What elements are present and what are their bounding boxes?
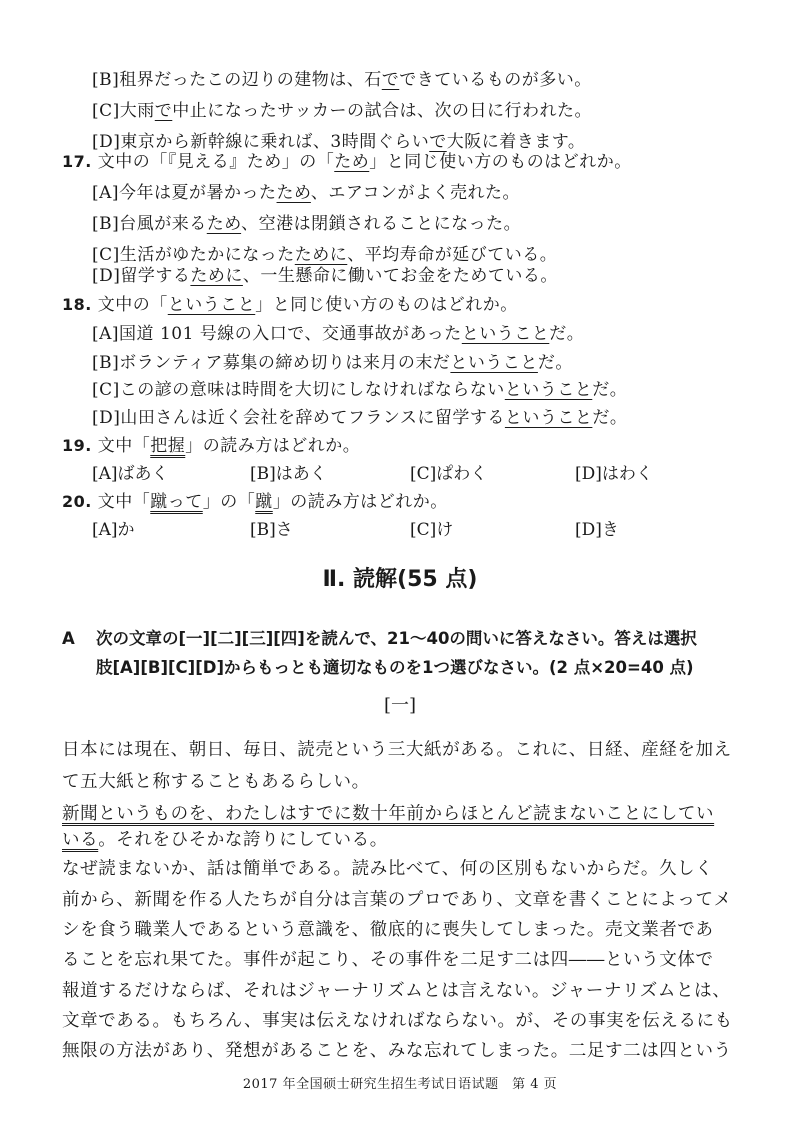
q19-choice-c: [C]ぱわく — [410, 464, 488, 484]
underlined-text: で — [154, 101, 173, 121]
q16-option-c — [92, 99, 592, 123]
passage-line: て五大紙と称することもあるらしい。 — [62, 772, 370, 792]
page-footer: 2017 年全国硕士研究生招生考试日语试题 第 4 页 — [242, 1077, 558, 1092]
q18-option-a — [92, 322, 584, 346]
text: 、一生懸命に働いてお金をためている。 — [242, 266, 558, 286]
q17-option-b — [92, 212, 521, 236]
text: 、平均寿命が延びている。 — [347, 245, 558, 265]
text: だ。 — [537, 353, 573, 373]
q17-option-d — [92, 264, 558, 288]
text: 。それをひそかな誇りにしている。 — [98, 830, 388, 850]
q19-stem — [62, 434, 360, 458]
text: 、空港は閉鎖されることになった。 — [241, 214, 522, 234]
underlined-text: 蹴 — [255, 492, 273, 512]
passage-line: 文章である。もちろん、事実は伝えなければならない。が、その事実を伝えるにも — [62, 1011, 733, 1031]
q20-choice-c: [C]け — [410, 520, 454, 540]
text: [D]留学する — [92, 266, 191, 286]
q19-choice-d: [D]はわく — [575, 464, 653, 484]
section-title: Ⅱ. 読解(55 点) — [322, 567, 478, 592]
text: 文中の「『見える』ため」の「 — [97, 152, 335, 172]
passage-line: 日本には現在、朝日、毎日、読売という三大紙がある。これに、日経、産経を加え — [62, 740, 732, 760]
text: [D]東京から新幹線に乗れば、3時間ぐらい — [92, 132, 430, 152]
q18-option-d — [92, 406, 627, 430]
passage-line: ることを忘れ果てた。事件が起こり、その事件を二足す二は四――という文体で — [62, 950, 714, 970]
underlined-text: ということ — [450, 353, 538, 373]
subsection-heading: [一] — [383, 695, 417, 716]
text: [B]台風が来る — [92, 214, 207, 234]
underlined-text: ということ — [167, 295, 256, 315]
underlined-text: ということ — [504, 380, 593, 400]
text: 文中「 — [97, 492, 151, 512]
q18-option-b — [92, 351, 573, 375]
underlined-text: で — [381, 70, 400, 90]
underlined-text: ということ — [461, 324, 550, 344]
text: [B]租界だったこの辺りの建物は、石 — [92, 70, 382, 90]
underlined-text: ために — [294, 245, 348, 265]
text: できているものが多い。 — [399, 70, 592, 90]
text: 」と同じ使い方のものはどれか。 — [369, 152, 632, 172]
q20-choice-a: [A]か — [92, 520, 135, 540]
passage-line: なぜ読まないか、話は簡単である。読み比べて、何の区別もないからだ。久しく — [62, 859, 714, 879]
text: 中止になったサッカーの試合は、次の日に行われた。 — [172, 101, 592, 121]
underlined-text: いる — [62, 830, 99, 850]
question-number: 17. — [62, 152, 92, 171]
underlined-text: ため — [206, 214, 242, 234]
text: [C]この諺の意味は時間を大切にしなければならない — [92, 380, 505, 400]
underlined-text: ために — [190, 266, 243, 286]
underlined-text: ため — [276, 183, 311, 203]
text: 大阪に着きます。 — [446, 132, 586, 152]
question-number: 19. — [62, 436, 92, 455]
underlined-text: ため — [334, 152, 370, 172]
underlined-text: 蹴って — [150, 492, 203, 512]
passage-line: 前から、新聞を作る人たちが自分は言葉のプロであり、文章を書くことによってメ — [62, 890, 732, 910]
passage-line: 無限の方法があり、発想があることを、みな忘れてしまった。二足す二は四という — [62, 1041, 732, 1061]
instruction-line-2: 肢[A][B][C][D]からもっとも適切なものを1つ選びなさい。(2 点×20=40 点) — [96, 658, 694, 677]
passage-line — [62, 824, 742, 856]
text: [B]ボランティア募集の締め切りは来月の末だ — [92, 353, 451, 373]
q20-choice-b: [B]さ — [250, 520, 293, 540]
text: 文中の「 — [97, 295, 168, 315]
passage-line: 報道するだけならば、それはジャーナリズムとは言えない。ジャーナリズムとは、 — [62, 981, 731, 1001]
text: だ。 — [549, 324, 585, 344]
underlined-text: 把握 — [150, 436, 186, 456]
text: [C]生活がゆたかになった — [92, 245, 295, 265]
text: だ。 — [592, 408, 628, 428]
underlined-text: 新聞というものを、わたしはすでに数十年前からほとんど読まないことにしてい — [62, 804, 715, 824]
instruction-line-1: 次の文章の[一][二][三][四]を読んで、21～40の問いに答えなさい。答えは選択 — [96, 629, 697, 648]
question-number: 18. — [62, 295, 92, 314]
underlined-text: で — [429, 132, 447, 152]
text: 、エアコンがよく売れた。 — [310, 183, 521, 203]
question-number: 20. — [62, 492, 92, 511]
q17-stem — [62, 150, 632, 174]
text: 」の読み方はどれか。 — [185, 436, 361, 456]
text: [C]大雨 — [92, 101, 155, 121]
passage-line: シを食う職業人であるという意識を、徹底的に喪失してしまった。売文業者であ — [62, 920, 714, 940]
text: [A]今年は夏が暑かった — [92, 183, 277, 203]
text: [D]山田さんは近く会社を辞めてフランスに留学する — [92, 408, 505, 428]
q20-choice-d: [D]き — [575, 520, 619, 540]
text: [A]国道 101 号線の入口で、交通事故があった — [92, 324, 462, 344]
instruction-label: A — [62, 629, 75, 648]
text: 」の「 — [202, 492, 256, 512]
underlined-text: ということ — [504, 408, 593, 428]
text: 」の読み方はどれか。 — [272, 492, 448, 512]
q19-choice-a: [A]ばあく — [92, 464, 169, 484]
text: だ。 — [592, 380, 628, 400]
q19-choice-b: [B]はあく — [250, 464, 327, 484]
q17-option-a — [92, 181, 520, 205]
text: 」と同じ使い方のものはどれか。 — [255, 295, 518, 315]
text: 文中「 — [97, 436, 151, 456]
q18-stem — [62, 293, 518, 317]
q18-option-c — [92, 378, 627, 402]
q16-option-b — [92, 68, 592, 92]
q20-stem — [62, 490, 448, 514]
